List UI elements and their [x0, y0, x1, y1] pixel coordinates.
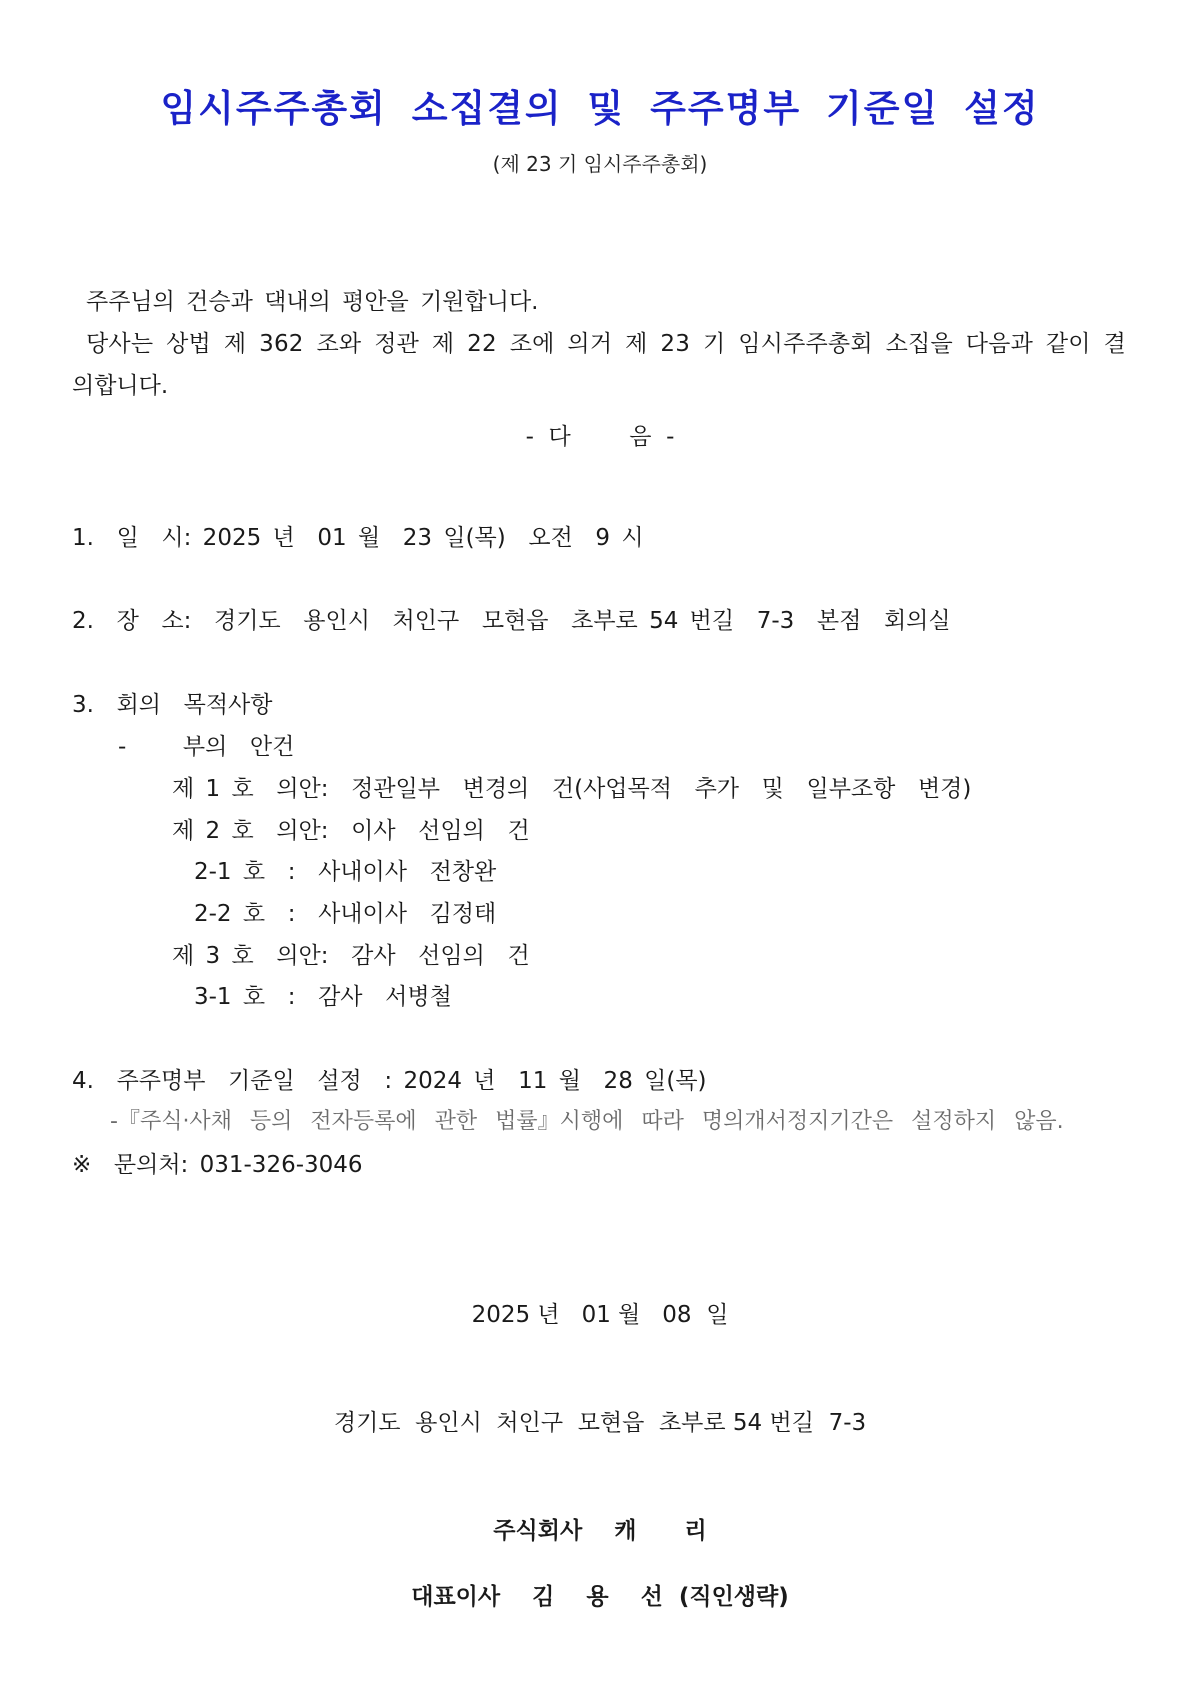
item-purpose-heading: 3. 회의 목적사항: [72, 692, 273, 718]
section-separator: - 다 음 -: [525, 424, 675, 450]
item-datetime: 1. 일 시: 2025 년 01 월 23 일(목) 오전 9 시: [72, 525, 644, 551]
company-name: 주식회사 캐 리: [493, 1518, 707, 1544]
record-date-note: -『주식·사채 등의 전자등록에 관한 법률』시행에 따라 명의개서정지기간은 설정하지 않음.: [110, 1109, 1064, 1134]
contact-info: ※ 문의처: 031-326-3046: [72, 1152, 363, 1178]
intro-resolution-continuation: 의합니다.: [72, 373, 169, 399]
item-place: 2. 장 소: 경기도 용인시 처인구 모현읍 초부로 54 번길 7-3 본점 회의실: [72, 608, 951, 634]
representative-name: 대표이사 김 용 선 (직인생략): [411, 1584, 789, 1610]
agenda-item-2-2: 2-2 호 : 사내이사 김정태: [194, 901, 497, 927]
intro-resolution-line: 당사는 상법 제 362 조와 정관 제 22 조에 의거 제 23 기 임시주주총회 소집을 다음과 같이 결: [86, 331, 1126, 357]
agenda-item-3: 제 3 호 의안: 감사 선임의 건: [172, 943, 530, 969]
document-subtitle: (제 23 기 임시주주총회): [492, 152, 708, 176]
agenda-item-2: 제 2 호 의안: 이사 선임의 건: [172, 818, 530, 844]
agenda-item-2-1: 2-1 호 : 사내이사 전창완: [194, 859, 497, 885]
item-record-date: 4. 주주명부 기준일 설정 : 2024 년 11 월 28 일(목): [72, 1068, 707, 1094]
company-address: 경기도 용인시 처인구 모현읍 초부로 54 번길 7-3: [333, 1410, 867, 1436]
agenda-item-3-1: 3-1 호 : 감사 서병철: [194, 984, 452, 1010]
intro-greeting: 주주님의 건승과 댁내의 평안을 기원합니다.: [86, 289, 539, 315]
agenda-item-1: 제 1 호 의안: 정관일부 변경의 건(사업목적 추가 및 일부조항 변경): [172, 776, 972, 802]
agenda-heading: - 부의 안건: [118, 734, 295, 760]
document-date: 2025 년 01 월 08 일: [471, 1302, 729, 1328]
document-title: 임시주주총회 소집결의 및 주주명부 기준일 설정: [160, 87, 1040, 130]
